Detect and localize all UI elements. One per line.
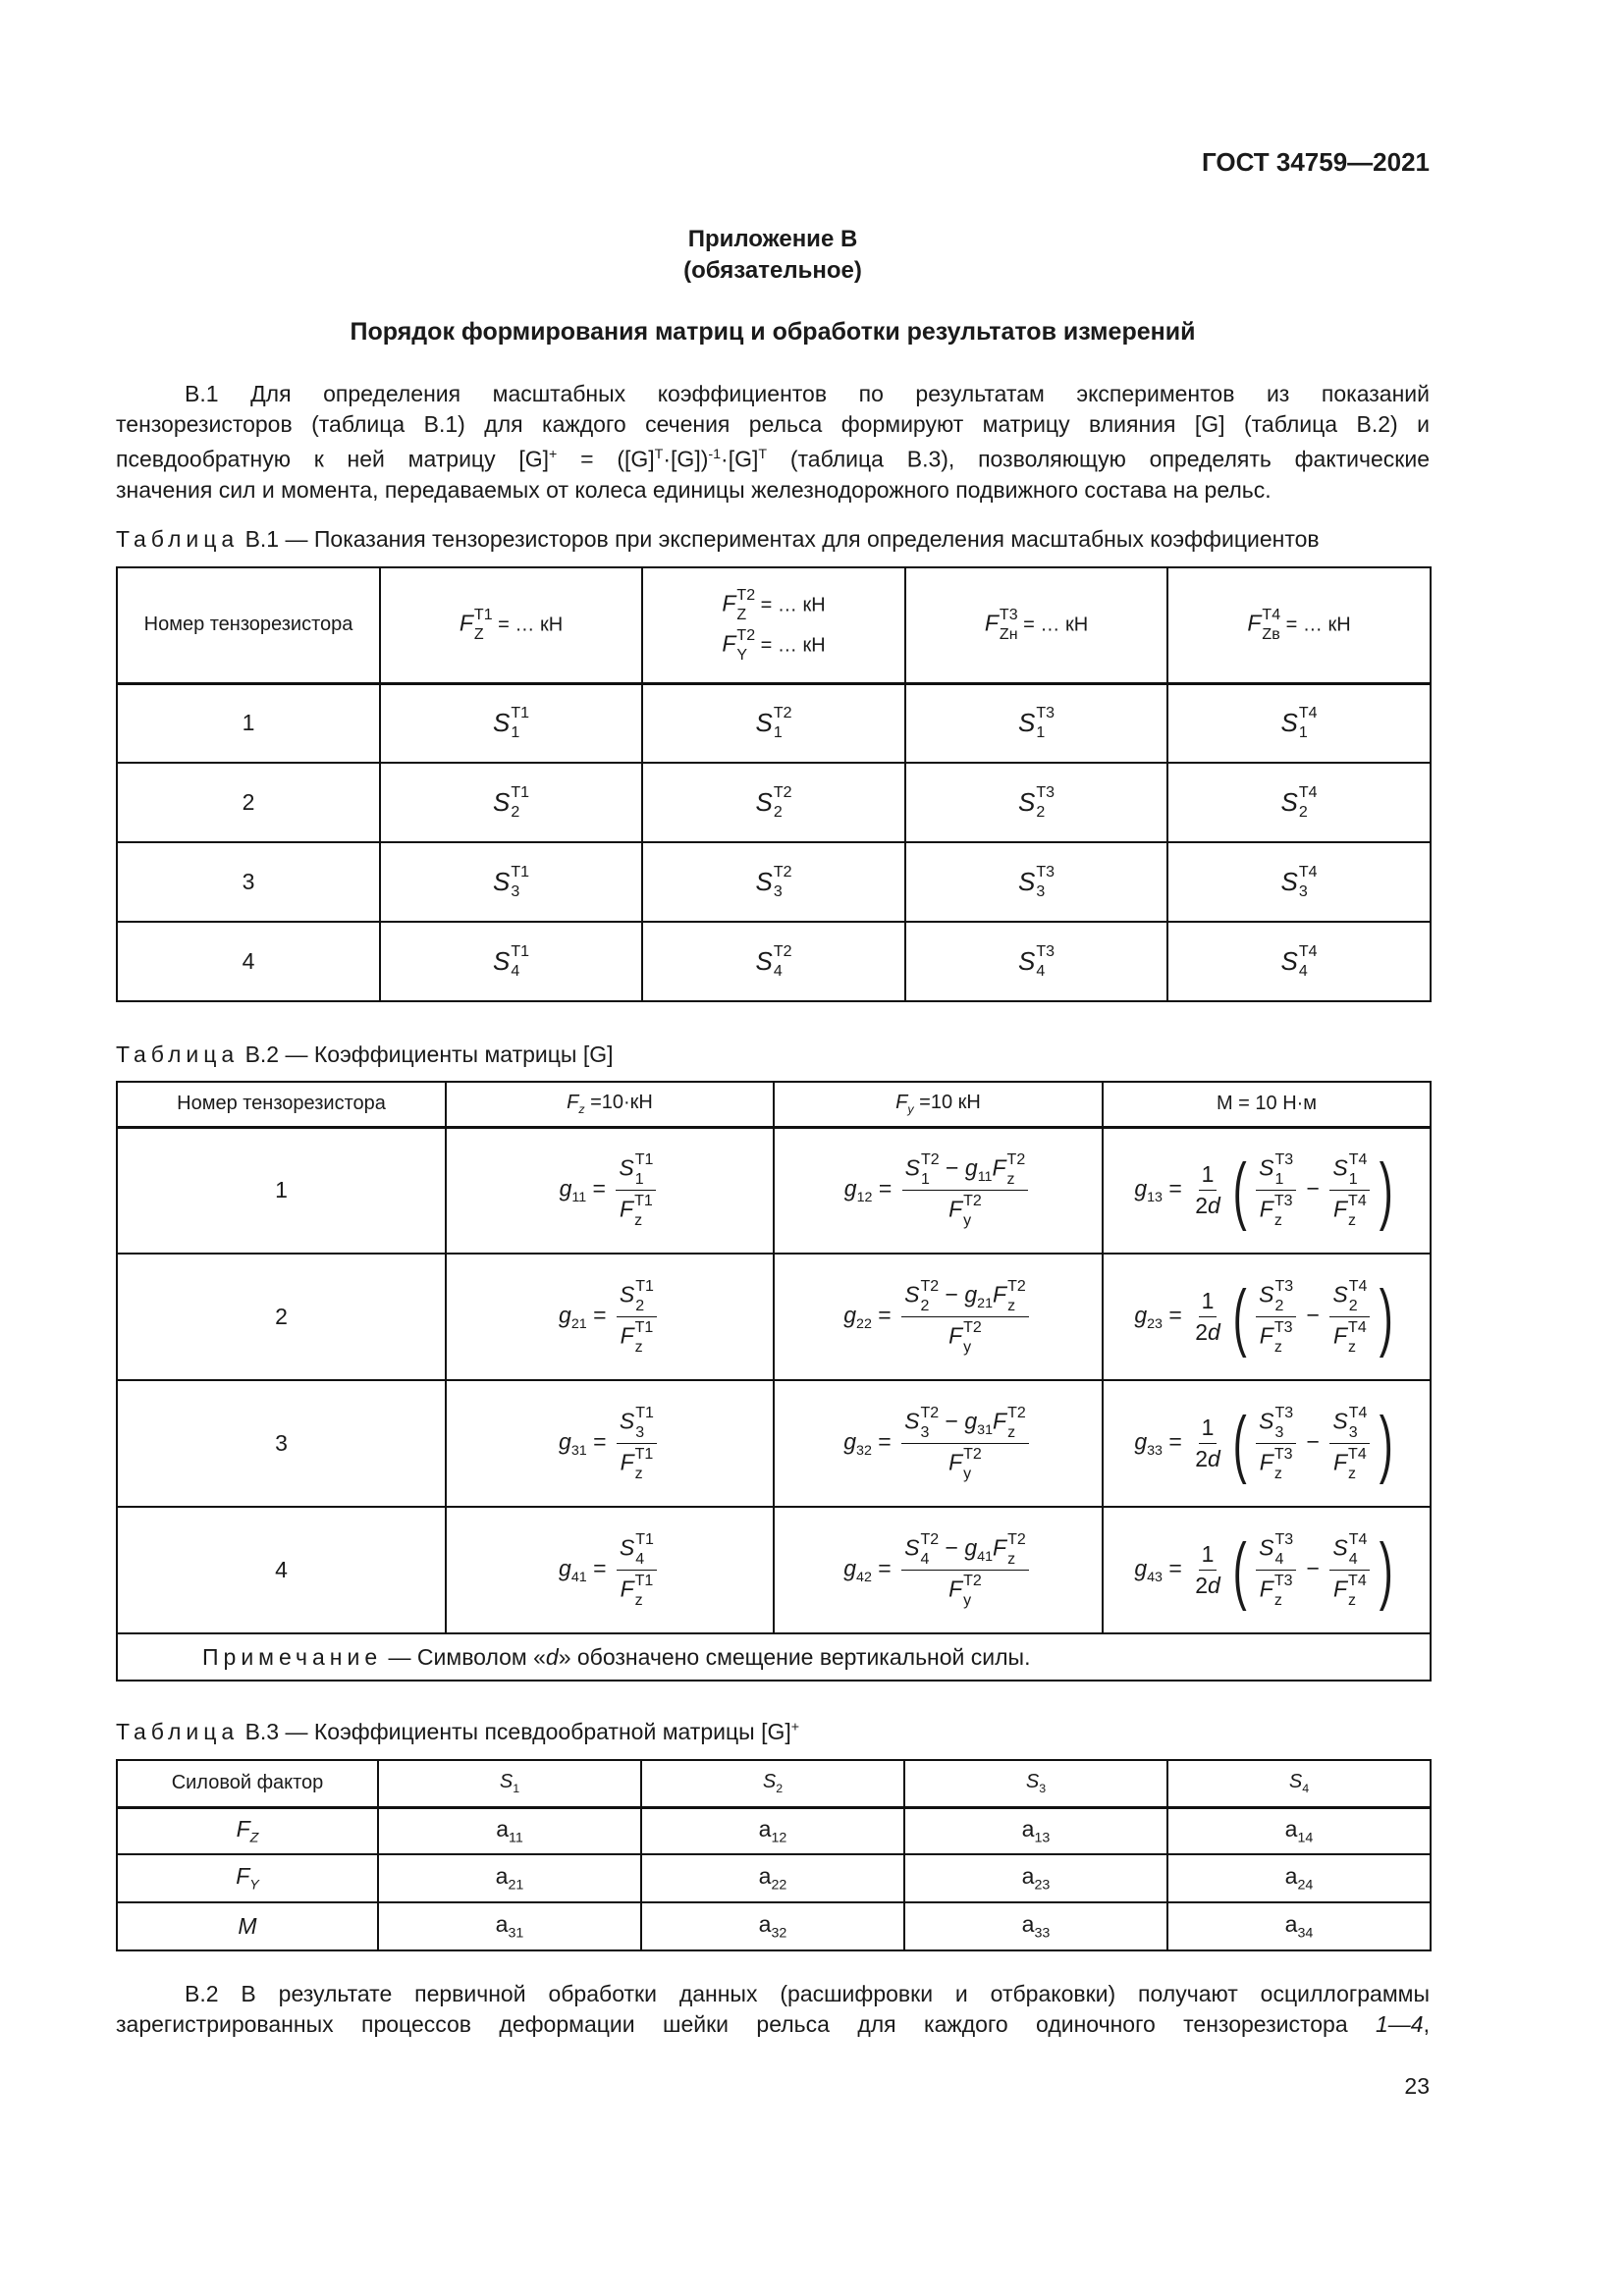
table2-header-fz: $F_z =10\cdot кН$ bbox=[446, 1082, 774, 1127]
table3-header-s1: $S_1$ bbox=[378, 1760, 641, 1807]
table1-header-number: Номер тензорезистора bbox=[117, 567, 380, 683]
paragraph-b2 bbox=[116, 1979, 1430, 2040]
page-number: 23 bbox=[1404, 2073, 1430, 2099]
table-row bbox=[117, 1127, 1431, 1254]
table1-header-fz-t4: F T4 Zв = … кН bbox=[1167, 567, 1431, 683]
appendix-status: (обязательное) bbox=[683, 257, 862, 284]
table2-header-fy: $F_y =10$ кН bbox=[774, 1082, 1103, 1127]
table2-header-number: Номер тензорезистора bbox=[117, 1082, 446, 1127]
table2-header-m: M = 10 Н·м bbox=[1103, 1082, 1431, 1127]
table-row bbox=[117, 1380, 1431, 1507]
formula-g32: $g_{32}$ = S T2 3 − $g_{31}F$ T2 z F T2 y bbox=[774, 1380, 1103, 1507]
formula-g43: $g_{43}$ = $\frac{1}{2d}$ ( S T3 4 F T3 z − S T4 4 F T4 z ) bbox=[1103, 1507, 1431, 1633]
formula-g23: $g_{23}$ = $\frac{1}{2d}$ ( S T3 2 F T3 z − S T4 2 F T4 z ) bbox=[1103, 1254, 1431, 1380]
formula-g31: $g_{31}$ = S T1 3 F T1 z bbox=[446, 1380, 774, 1507]
para1-line3: псевдообратную к ней матрицу $[G]^+ = ([G]^T\cdot[G])^{-1}\cdot[G]^T$ (таблица В.3), позволяющую определять фактические bbox=[116, 446, 1430, 472]
table3-header-s3: $S_3$ bbox=[904, 1760, 1167, 1807]
formula-g21: $g_{21}$ = S T1 2 F T1 z bbox=[446, 1254, 774, 1380]
para1-line2: тензорезисторов (таблица В.1) для каждого сечения рельса формируют матрицу влияния [G] (таблица В.2) и bbox=[116, 411, 1430, 437]
document-code: ГОСТ 34759—2021 bbox=[1202, 147, 1430, 177]
para2-line1: В.2 В результате первичной обработки данных (расшифровки и отбраковки) получают осциллограммы bbox=[185, 1981, 1430, 2006]
row-number: 1 bbox=[117, 1127, 446, 1254]
formula-g42: $g_{42}$ = S T2 4 − $g_{41}F$ T2 z F T2 y bbox=[774, 1507, 1103, 1633]
section-title: Порядок формирования матриц и обработки результатов измерений bbox=[350, 318, 1196, 346]
table1-caption: Таблица В.1 — Показания тензорезисторов при экспериментах для определения масштабных коэффициентов bbox=[116, 526, 1320, 552]
table2-caption: Таблица В.2 — Коэффициенты матрицы [G] bbox=[116, 1041, 614, 1067]
table1-header-fz-t1: F T1 Z = … кН bbox=[380, 567, 642, 683]
formula-g13: $g_{13}$ = $\frac{1}{2d}$ ( S T3 1 F T3 z − S T4 1 F T4 z ) bbox=[1103, 1127, 1431, 1254]
table-row: 4 S T1 4 S T2 4 S T3 4 S T4 4 bbox=[117, 922, 1431, 1001]
formula-g22: $g_{22}$ = S T2 2 − $g_{21}F$ T2 z F T2 y bbox=[774, 1254, 1103, 1380]
table-row: 2 S T1 2 S T2 2 S T3 2 S T4 2 bbox=[117, 763, 1431, 842]
appendix-title: Приложение В bbox=[687, 226, 858, 252]
formula-g33: $g_{33}$ = $\frac{1}{2d}$ ( S T3 3 F T3 z − S T4 3 F T4 z ) bbox=[1103, 1380, 1431, 1507]
table-row: M $a_{31}$ $a_{32}$ $a_{33}$ $a_{34}$ bbox=[117, 1902, 1431, 1950]
table3-header-s4: $S_4$ bbox=[1167, 1760, 1431, 1807]
table1-header-t2: F T2 Z = … кН F T2 Y = … кН bbox=[642, 567, 905, 683]
table1-header-fz-t3: F T3 Zн = … кН bbox=[905, 567, 1167, 683]
formula-g11: $g_{11}$ = S T1 1 F T1 z bbox=[446, 1127, 774, 1254]
table-b1 bbox=[116, 566, 1432, 1002]
formula-g41: $g_{41}$ = S T1 4 F T1 z bbox=[446, 1507, 774, 1633]
row-number: 2 bbox=[117, 1254, 446, 1380]
row-number: 3 bbox=[117, 1380, 446, 1507]
para2-line2: зарегистрированных процессов деформации шейки рельса для каждого одиночного тензорезистора 1—4, bbox=[116, 2011, 1430, 2037]
table-row: 3 S T1 3 S T2 3 S T3 3 S T4 3 bbox=[117, 842, 1431, 922]
table-row: 1 S T1 1 S T2 1 S T3 1 S T4 1 bbox=[117, 683, 1431, 763]
formula-g12: $g_{12}$ = S T2 1 − $g_{11}F$ T2 z F T2 y bbox=[774, 1127, 1103, 1254]
table-row: $F_Z$ $a_{11}$ $a_{12}$ $a_{13}$ $a_{14}$ bbox=[117, 1807, 1431, 1854]
paragraph-b1 bbox=[116, 379, 1430, 506]
table3-header-s2: $S_2$ bbox=[641, 1760, 904, 1807]
table3-caption: Таблица В.3 — Коэффициенты псевдообратной матрицы [G]+ bbox=[116, 1719, 800, 1744]
table3-header-factor: Силовой фактор bbox=[117, 1760, 378, 1807]
table-b3 bbox=[116, 1759, 1432, 1951]
table-b2 bbox=[116, 1081, 1432, 1682]
para1-line1: В.1 Для определения масштабных коэффициентов по результатам экспериментов из показаний bbox=[185, 381, 1430, 406]
row-number: 4 bbox=[117, 1507, 446, 1633]
table-row: $F_Y$ $a_{21}$ $a_{22}$ $a_{23}$ $a_{24}$ bbox=[117, 1854, 1431, 1902]
para1-line4: значения сил и момента, передаваемых от колеса единицы железнодорожного подвижного состава на рельс. bbox=[116, 476, 1272, 503]
table-row bbox=[117, 1254, 1431, 1380]
table2-note: Примечание — Символом «d» обозначено смещение вертикальной силы. bbox=[117, 1633, 1431, 1681]
table-row bbox=[117, 1507, 1431, 1633]
